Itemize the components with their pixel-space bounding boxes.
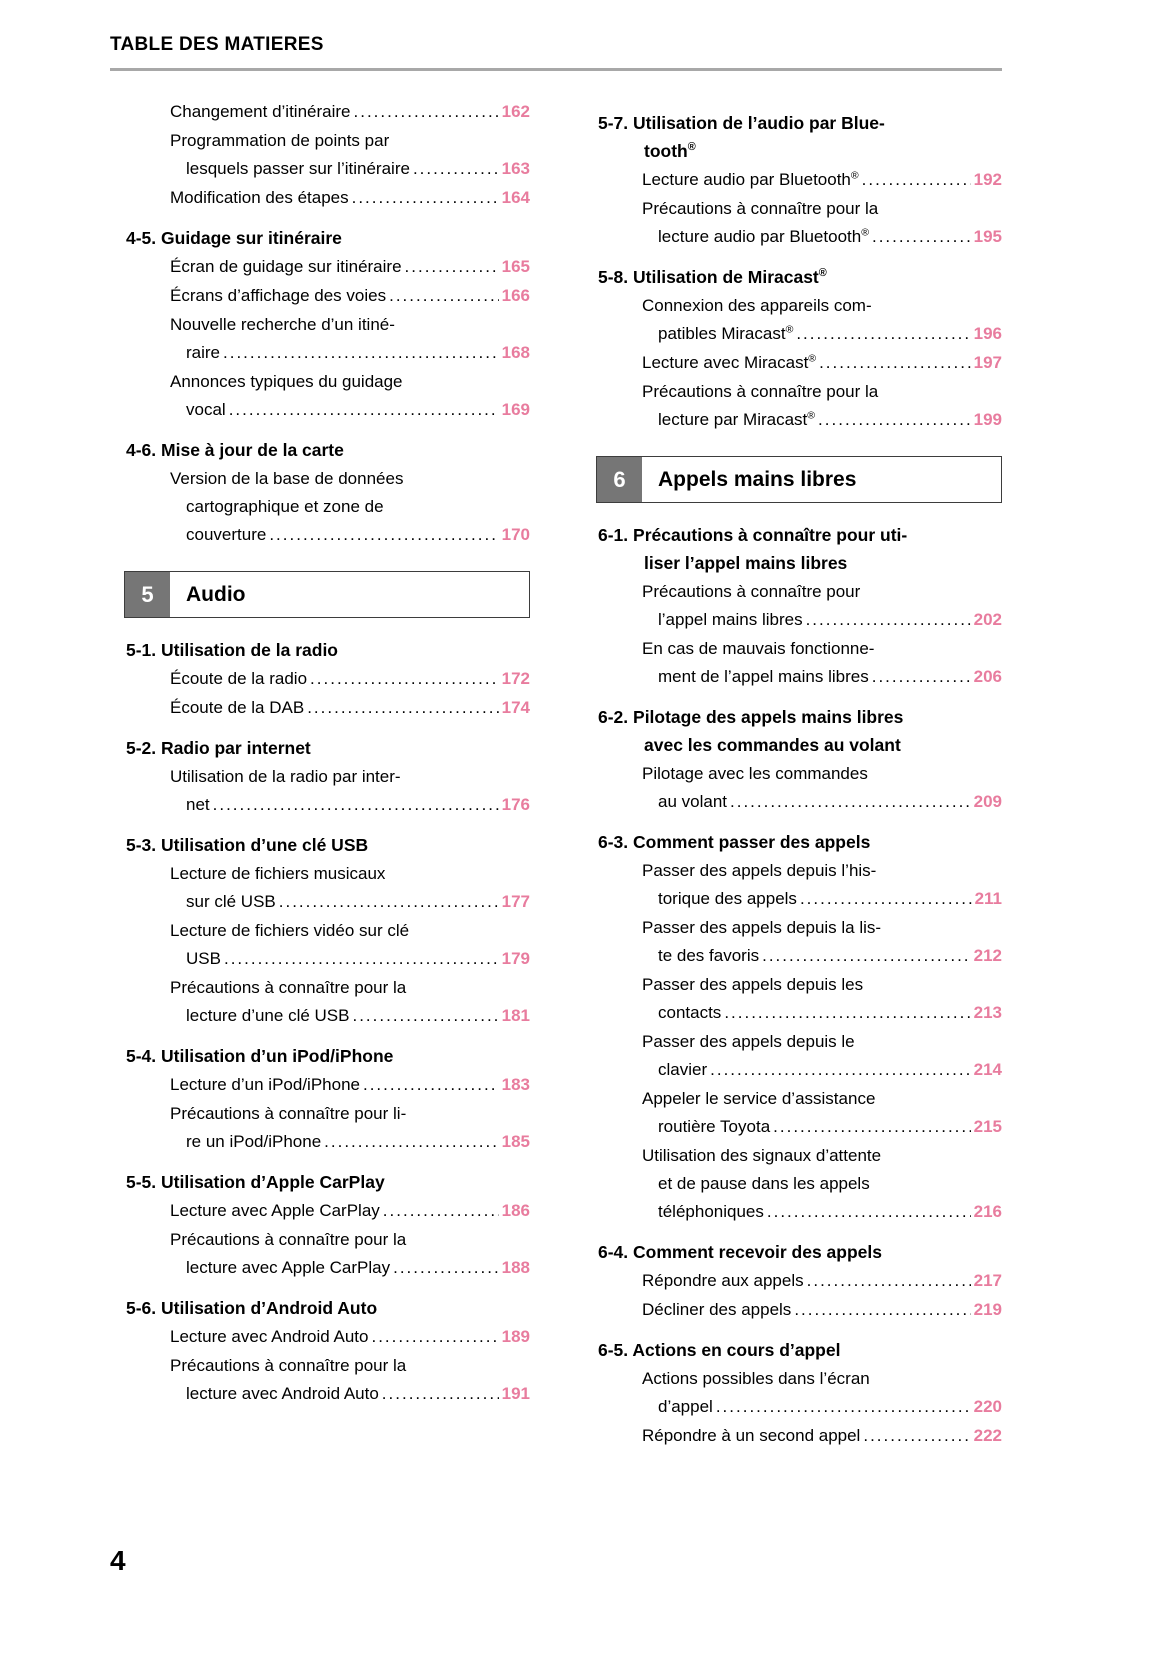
entry-line	[642, 1113, 1002, 1141]
entry-line	[170, 184, 530, 212]
entry-line	[642, 857, 1002, 885]
registered-mark: ®	[687, 141, 696, 154]
toc-entry	[598, 857, 1002, 913]
section-heading	[126, 1294, 530, 1322]
leader-dots	[716, 1393, 971, 1421]
section-heading	[598, 703, 1002, 759]
entry-text: lecture audio par Bluetooth®	[658, 226, 869, 246]
toc-entry	[126, 763, 530, 819]
entry-line	[170, 1197, 530, 1225]
toc-entry	[126, 368, 530, 424]
toc-entry	[126, 127, 530, 183]
chapter-box	[124, 571, 530, 618]
entry-line	[170, 1254, 530, 1282]
leader-dots	[872, 223, 971, 251]
entry-text: Actions possibles dans l’écran	[642, 1369, 870, 1388]
section-heading-line: 5-2. Radio par internet	[126, 738, 311, 758]
entry-text: routière Toyota	[658, 1117, 771, 1136]
section-heading	[126, 831, 530, 859]
entry-text: contacts	[658, 1003, 722, 1022]
leader-dots	[389, 282, 499, 310]
leader-dots	[863, 1422, 970, 1450]
section-heading-line: 5-7. Utilisation de l’audio par Blue-	[598, 113, 885, 133]
page-ref: 206	[973, 667, 1002, 686]
header-divider	[110, 68, 1002, 71]
entry-text: lecture par Miracast®	[658, 409, 816, 429]
leader-dots	[800, 885, 972, 913]
entry-line	[642, 578, 1002, 606]
page-ref: 169	[501, 400, 530, 419]
entry-line	[170, 1352, 530, 1380]
page-ref: 199	[973, 410, 1002, 429]
page-ref: 191	[501, 1384, 530, 1403]
toc-entry	[598, 349, 1002, 377]
page-ref: 192	[973, 170, 1002, 189]
entry-text: cartographique et zone de	[186, 497, 384, 516]
entry-line	[642, 999, 1002, 1027]
page-ref: 202	[973, 610, 1002, 629]
leader-dots	[807, 1267, 971, 1295]
entry-text: torique des appels	[658, 889, 797, 908]
leader-dots	[224, 945, 499, 973]
page-ref: 186	[501, 1201, 530, 1220]
entry-line	[170, 1323, 530, 1351]
entry-line	[170, 282, 530, 310]
toc-entry	[598, 1085, 1002, 1141]
leader-dots	[310, 665, 499, 693]
toc-entry	[598, 1365, 1002, 1421]
page-ref: 220	[973, 1397, 1002, 1416]
page-ref: 213	[973, 1003, 1002, 1022]
leader-dots	[354, 98, 499, 126]
section-heading	[126, 734, 530, 762]
page-ref: 211	[974, 889, 1002, 908]
entry-text: Lecture avec Android Auto	[170, 1327, 369, 1346]
section-heading-line: 4-6. Mise à jour de la carte	[126, 440, 344, 460]
toc-entry	[126, 1352, 530, 1408]
section-heading	[598, 1336, 1002, 1364]
leader-dots	[363, 1071, 499, 1099]
entry-text: Passer des appels depuis la lis-	[642, 918, 882, 937]
footer-page-number: 4	[110, 1545, 126, 1576]
entry-line	[170, 155, 530, 183]
entry-line	[642, 320, 1002, 348]
toc-entry	[126, 1071, 530, 1099]
page-ref: 174	[501, 698, 530, 717]
entry-text: Nouvelle recherche d’un itiné-	[170, 315, 395, 334]
entry-line	[170, 665, 530, 693]
entry-line	[642, 1422, 1002, 1450]
entry-line	[642, 971, 1002, 999]
toc-entry	[598, 292, 1002, 348]
entry-line	[642, 349, 1002, 377]
toc-entry	[126, 694, 530, 722]
entry-text: Modification des étapes	[170, 188, 349, 207]
entry-line	[642, 942, 1002, 970]
page-ref: 216	[973, 1202, 1002, 1221]
toc-entry	[126, 465, 530, 549]
entry-text: Précautions à connaître pour la	[642, 199, 879, 218]
entry-line	[642, 166, 1002, 194]
page-ref: 195	[973, 227, 1002, 246]
registered-mark: ®	[861, 226, 869, 239]
leader-dots	[724, 999, 970, 1027]
entry-line	[170, 974, 530, 1002]
page-ref: 217	[973, 1271, 1002, 1290]
page-content	[110, 34, 1002, 1451]
leader-dots	[819, 349, 971, 377]
registered-mark: ®	[808, 352, 817, 365]
entry-line	[642, 788, 1002, 816]
toc-entry	[598, 971, 1002, 1027]
toc-entry	[598, 578, 1002, 634]
toc-entry	[126, 1323, 530, 1351]
toc-entry	[126, 860, 530, 916]
section-heading-line: 5-5. Utilisation d’Apple CarPlay	[126, 1172, 385, 1192]
leader-dots	[383, 1197, 499, 1225]
page-ref: 188	[501, 1258, 530, 1277]
entry-text: Écoute de la DAB	[170, 698, 305, 717]
section-heading-line: 5-4. Utilisation d’un iPod/iPhone	[126, 1046, 394, 1066]
entry-line	[642, 223, 1002, 251]
entry-line	[170, 860, 530, 888]
page-ref: 165	[501, 257, 530, 276]
section-heading-line: 5-6. Utilisation d’Android Auto	[126, 1298, 378, 1318]
toc-entry	[598, 1296, 1002, 1324]
entry-text: patibles Miracast®	[658, 323, 794, 343]
section-heading	[598, 828, 1002, 856]
entry-line	[170, 791, 530, 819]
page-ref: 166	[501, 286, 530, 305]
leader-dots	[352, 1002, 498, 1030]
entry-text: Lecture de fichiers vidéo sur clé	[170, 921, 410, 940]
entry-text: et de pause dans les appels	[658, 1174, 870, 1193]
entry-text: Connexion des appareils com-	[642, 296, 872, 315]
entry-line	[170, 1071, 530, 1099]
section-heading-line: liser l’appel mains libres	[644, 553, 848, 573]
toc-entry	[598, 378, 1002, 434]
entry-line	[642, 1365, 1002, 1393]
entry-line	[170, 521, 530, 549]
entry-line	[170, 253, 530, 281]
section-heading-line: 5-1. Utilisation de la radio	[126, 640, 338, 660]
leader-dots	[862, 166, 971, 194]
leader-dots	[223, 339, 499, 367]
page-ref: 219	[973, 1300, 1002, 1319]
page-ref: 189	[501, 1327, 530, 1346]
entry-line	[170, 1380, 530, 1408]
leader-dots	[213, 791, 499, 819]
entry-text: Répondre aux appels	[642, 1271, 804, 1290]
entry-text: Lecture de fichiers musicaux	[170, 864, 386, 883]
leader-dots	[413, 155, 499, 183]
page-ref: 197	[973, 353, 1002, 372]
page-ref: 196	[973, 324, 1002, 343]
toc-entry	[598, 635, 1002, 691]
entry-text: Changement d’itinéraire	[170, 102, 351, 121]
entry-text: Précautions à connaître pour la	[170, 978, 407, 997]
entry-text: Version de la base de données	[170, 469, 404, 488]
entry-text: sur clé USB	[186, 892, 276, 911]
section-heading-line: 6-2. Pilotage des appels mains libres	[598, 707, 904, 727]
entry-text: l’appel mains libres	[658, 610, 803, 629]
entry-text: Écran de guidage sur itinéraire	[170, 257, 402, 276]
page-ref: 214	[973, 1060, 1002, 1079]
page-title: TABLE DES MATIERES	[110, 34, 324, 55]
page-ref: 162	[501, 102, 530, 121]
entry-text: Passer des appels depuis le	[642, 1032, 855, 1051]
entry-text: d’appel	[658, 1397, 713, 1416]
page-ref: 222	[973, 1426, 1002, 1445]
section-heading-line: 6-4. Comment recevoir des appels	[598, 1242, 882, 1262]
entry-text: re un iPod/iPhone	[186, 1132, 322, 1151]
toc-entry	[598, 1267, 1002, 1295]
section-heading-line: 4-5. Guidage sur itinéraire	[126, 228, 342, 248]
entry-text: lecture avec Apple CarPlay	[186, 1258, 391, 1277]
entry-line	[642, 292, 1002, 320]
section-heading	[126, 636, 530, 664]
page-ref: 163	[501, 159, 530, 178]
leader-dots	[773, 1113, 970, 1141]
entry-line	[642, 635, 1002, 663]
entry-text: lecture d’une clé USB	[186, 1006, 350, 1025]
toc-entry	[598, 914, 1002, 970]
toc-entry	[126, 974, 530, 1030]
chapter-box	[596, 456, 1002, 503]
leader-dots	[794, 1296, 970, 1324]
entry-text: Décliner des appels	[642, 1300, 792, 1319]
leader-dots	[229, 396, 499, 424]
entry-line	[642, 1142, 1002, 1170]
entry-line	[642, 1085, 1002, 1113]
registered-mark: ®	[850, 169, 859, 182]
leader-dots	[730, 788, 971, 816]
toc-columns	[110, 97, 1002, 1451]
entry-line	[642, 606, 1002, 634]
entry-line	[170, 888, 530, 916]
entry-text: Lecture avec Miracast®	[642, 352, 817, 372]
entry-line	[642, 1267, 1002, 1295]
entry-line	[642, 195, 1002, 223]
section-heading-line: 6-1. Précautions à connaître pour uti-	[598, 525, 908, 545]
entry-text: Annonces typiques du guidage	[170, 372, 403, 391]
chapter-number: 6	[597, 457, 642, 502]
toc-entry	[598, 1028, 1002, 1084]
entry-text: Précautions à connaître pour la	[642, 382, 879, 401]
leader-dots	[796, 320, 970, 348]
page-ref: 168	[501, 343, 530, 362]
leader-dots	[762, 942, 971, 970]
section-heading-line: 5-3. Utilisation d’une clé USB	[126, 835, 369, 855]
entry-text: vocal	[186, 400, 226, 419]
leader-dots	[279, 888, 499, 916]
toc-entry	[126, 917, 530, 973]
section-heading	[126, 224, 530, 252]
section-heading	[126, 1168, 530, 1196]
entry-text: Écoute de la radio	[170, 669, 308, 688]
entry-text: Précautions à connaître pour	[642, 582, 861, 601]
toc-entry	[598, 760, 1002, 816]
entry-line	[642, 378, 1002, 406]
entry-line	[170, 465, 530, 493]
entry-line	[170, 493, 530, 521]
leader-dots	[818, 406, 971, 434]
entry-line	[642, 760, 1002, 788]
toc-entry	[126, 1100, 530, 1156]
page-ref: 181	[501, 1006, 530, 1025]
toc-entry	[126, 282, 530, 310]
leader-dots	[324, 1128, 498, 1156]
toc-entry	[598, 195, 1002, 251]
entry-text: Précautions à connaître pour li-	[170, 1104, 407, 1123]
entry-text: Passer des appels depuis l’his-	[642, 861, 877, 880]
entry-line	[642, 885, 1002, 913]
registered-mark: ®	[818, 267, 827, 280]
toc-entry	[126, 665, 530, 693]
entry-line	[170, 763, 530, 791]
entry-text: Lecture audio par Bluetooth®	[642, 169, 859, 189]
section-heading	[598, 263, 1002, 291]
entry-line	[170, 1226, 530, 1254]
entry-text: couverture	[186, 525, 267, 544]
entry-line	[170, 917, 530, 945]
toc-entry	[126, 1226, 530, 1282]
leader-dots	[269, 521, 498, 549]
toc-entry	[126, 98, 530, 126]
entry-line	[170, 1100, 530, 1128]
entry-text: raire	[186, 343, 221, 362]
section-heading-line: 5-8. Utilisation de Miracast®	[598, 267, 827, 287]
entry-line	[170, 396, 530, 424]
entry-text: Appeler le service d’assistance	[642, 1089, 876, 1108]
leader-dots	[307, 694, 498, 722]
entry-line	[170, 127, 530, 155]
registered-mark: ®	[807, 409, 816, 422]
entry-text: Écrans d’affichage des voies	[170, 286, 387, 305]
toc-column-1	[110, 97, 530, 1451]
toc-entry	[126, 311, 530, 367]
entry-text: USB	[186, 949, 221, 968]
leader-dots	[710, 1056, 971, 1084]
toc-column-2	[582, 97, 1002, 1451]
entry-line	[642, 1198, 1002, 1226]
toc-entry	[598, 1142, 1002, 1226]
leader-dots	[371, 1323, 498, 1351]
page-ref: 164	[501, 188, 530, 207]
registered-mark: ®	[785, 323, 794, 336]
entry-text: lecture avec Android Auto	[186, 1384, 379, 1403]
entry-text: lesquels passer sur l’itinéraire	[186, 159, 410, 178]
entry-line	[170, 368, 530, 396]
entry-text: Utilisation de la radio par inter-	[170, 767, 401, 786]
section-heading	[126, 436, 530, 464]
page-ref: 176	[501, 795, 530, 814]
section-heading	[126, 1042, 530, 1070]
chapter-title: Audio	[186, 582, 246, 606]
page-ref: 209	[973, 792, 1002, 811]
toc-entry	[126, 184, 530, 212]
entry-line	[642, 406, 1002, 434]
section-heading-line: tooth®	[644, 141, 696, 161]
entry-line	[642, 663, 1002, 691]
page-ref: 179	[501, 949, 530, 968]
entry-text: net	[186, 795, 210, 814]
entry-line	[642, 1056, 1002, 1084]
section-heading	[598, 109, 1002, 165]
section-heading	[598, 521, 1002, 577]
leader-dots	[393, 1254, 499, 1282]
leader-dots	[872, 663, 971, 691]
page-ref: 185	[501, 1132, 530, 1151]
entry-line	[642, 1296, 1002, 1324]
entry-text: En cas de mauvais fonctionne-	[642, 639, 875, 658]
page-ref: 177	[501, 892, 530, 911]
page-ref: 215	[973, 1117, 1002, 1136]
toc-entry	[126, 1197, 530, 1225]
entry-text: Précautions à connaître pour la	[170, 1356, 407, 1375]
entry-line	[642, 1170, 1002, 1198]
entry-text: clavier	[658, 1060, 708, 1079]
leader-dots	[767, 1198, 971, 1226]
entry-text: téléphoniques	[658, 1202, 764, 1221]
toc-entry	[598, 166, 1002, 194]
entry-text: Lecture avec Apple CarPlay	[170, 1201, 380, 1220]
entry-line	[170, 1002, 530, 1030]
toc-entry	[126, 253, 530, 281]
page-ref: 172	[501, 669, 530, 688]
entry-text: Répondre à un second appel	[642, 1426, 861, 1445]
entry-line	[170, 311, 530, 339]
entry-text: au volant	[658, 792, 727, 811]
entry-line	[642, 914, 1002, 942]
chapter-title: Appels mains libres	[658, 467, 857, 491]
entry-text: Lecture d’un iPod/iPhone	[170, 1075, 360, 1094]
leader-dots	[382, 1380, 499, 1408]
entry-line	[170, 98, 530, 126]
entry-line	[170, 339, 530, 367]
entry-text: Pilotage avec les commandes	[642, 764, 868, 783]
leader-dots	[806, 606, 971, 634]
entry-text: ment de l’appel mains libres	[658, 667, 869, 686]
chapter-number: 5	[125, 572, 170, 617]
section-heading-line: 6-3. Comment passer des appels	[598, 832, 871, 852]
section-heading-line: avec les commandes au volant	[644, 735, 901, 755]
toc-entry	[598, 1422, 1002, 1450]
entry-line	[170, 945, 530, 973]
page-ref: 170	[501, 525, 530, 544]
page-ref: 183	[501, 1075, 530, 1094]
entry-line	[642, 1393, 1002, 1421]
leader-dots	[352, 184, 499, 212]
section-heading-line: 6-5. Actions en cours d’appel	[598, 1340, 841, 1360]
entry-text: te des favoris	[658, 946, 760, 965]
entry-text: Précautions à connaître pour la	[170, 1230, 407, 1249]
section-heading	[598, 1238, 1002, 1266]
entry-text: Passer des appels depuis les	[642, 975, 864, 994]
entry-line	[170, 694, 530, 722]
entry-text: Programmation de points par	[170, 131, 390, 150]
page-ref: 212	[973, 946, 1002, 965]
entry-line	[642, 1028, 1002, 1056]
entry-text: Utilisation des signaux d’attente	[642, 1146, 882, 1165]
entry-line	[170, 1128, 530, 1156]
leader-dots	[405, 253, 499, 281]
